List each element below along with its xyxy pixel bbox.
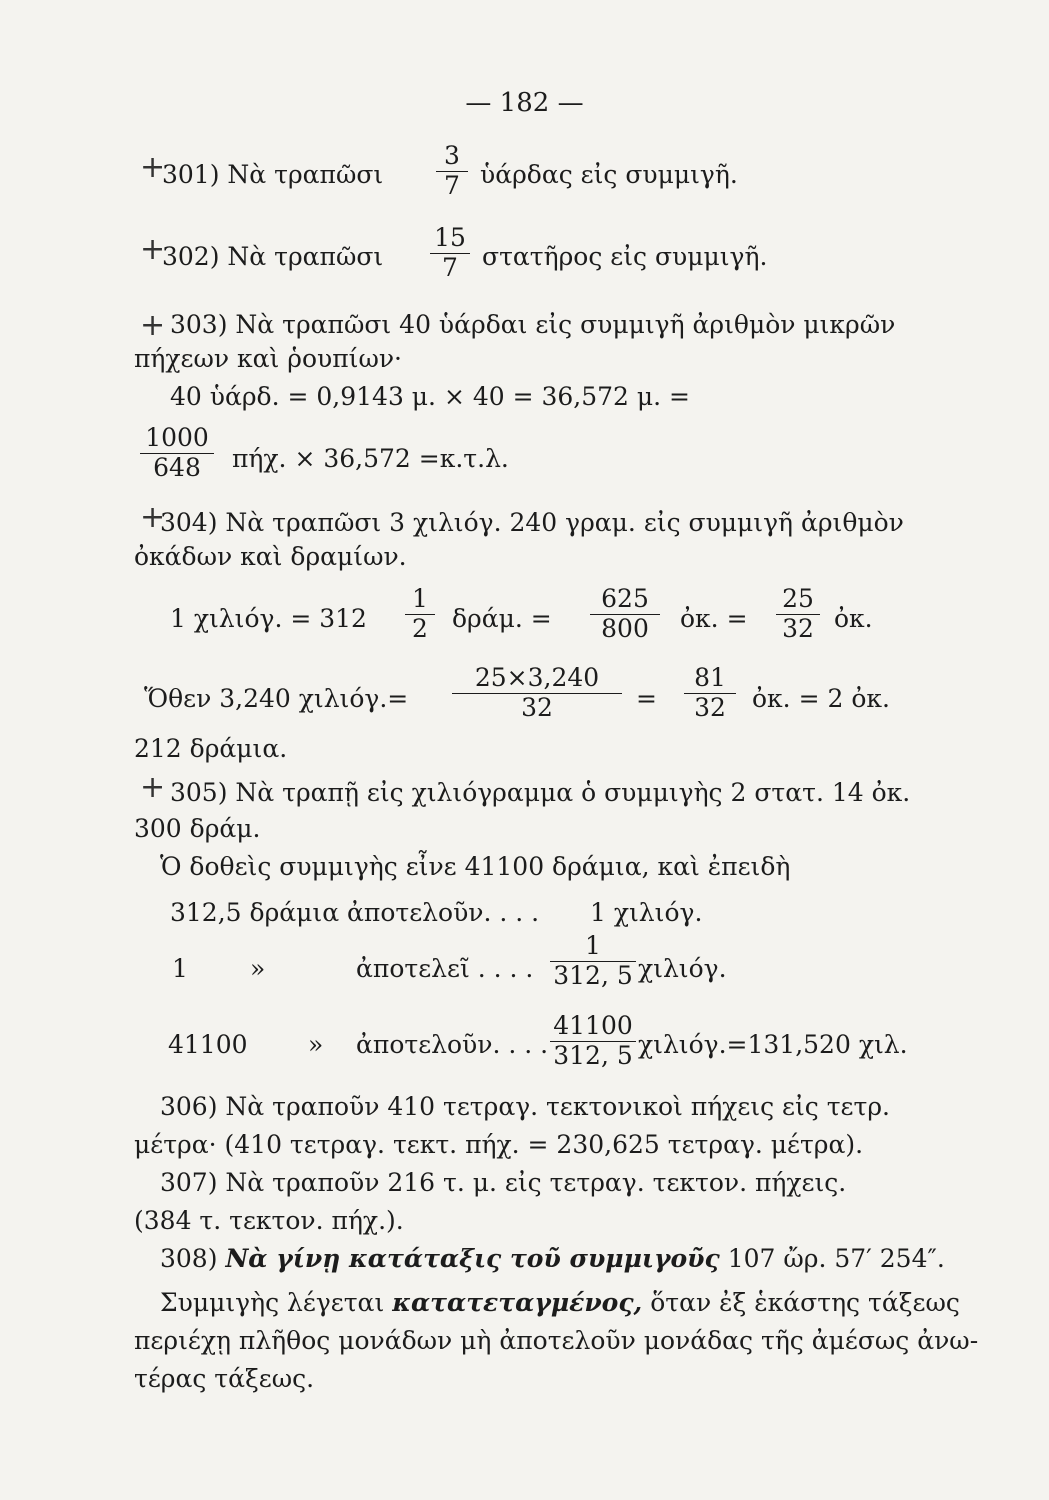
problem-308-line4: τέρας τάξεως.: [134, 1364, 315, 1393]
problem-304-eq2-a: Ὅθεν 3,240 χιλιόγ.=: [144, 684, 409, 713]
problem-304-end: 212 δράμια.: [134, 734, 288, 763]
problem-302-tail: στατῆρος εἰς συμμιγῆ.: [482, 242, 768, 271]
problem-304-eq1-frac1: 1 2: [405, 585, 435, 643]
problem-304-eq1-c: ὀκ. =: [680, 604, 748, 633]
problem-305-row3-b: »: [308, 1030, 324, 1059]
problem-302-fraction: 15 7: [430, 224, 470, 282]
problem-305-line3: Ὁ δοθεὶς συμμιγὴς εἶνε 41100 δράμια, καὶ ἐπειδὴ: [160, 852, 791, 881]
problem-305-row1-b: 1 χιλιόγ.: [590, 898, 703, 927]
problem-307-line2: (384 τ. τεκτον. πήχ.).: [134, 1206, 404, 1235]
problem-305-line2: 300 δράμ.: [134, 814, 261, 843]
problem-304-eq2-c: ὀκ. = 2 ὀκ.: [752, 684, 890, 713]
problem-308-line1: [160, 1244, 945, 1274]
problem-303-line3: 40 ὑάρδ. = 0,9143 μ. × 40 = 36,572 μ. =: [170, 382, 690, 411]
problem-308-tail: 107 ὤρ. 57′ 254″.: [727, 1244, 945, 1273]
problem-305-row2-frac: 1 312, 5: [550, 932, 636, 990]
problem-302-label: 302) Νὰ τραπῶσι: [162, 242, 384, 271]
pencil-mark-icon: +: [140, 500, 166, 535]
problem-305-row3-d: χιλιόγ.=131,520 χιλ.: [638, 1030, 908, 1059]
problem-305-row2-d: χιλιόγ.: [638, 954, 727, 983]
problem-303-line2: πήχεων καὶ ῥουπίων·: [134, 344, 403, 373]
problem-308-line3: περιέχῃ πλῆθος μονάδων μὴ ἀποτελοῦν μονάδας τῆς ἀμέσως ἀνω-: [134, 1326, 979, 1355]
problem-304-line1: 304) Νὰ τραπῶσι 3 χιλιόγ. 240 γραμ. εἰς συμμιγῆ ἀριθμὸν: [160, 508, 904, 537]
problem-305-row3-a: 41100: [168, 1030, 248, 1059]
problem-304-eq1-a: 1 χιλιόγ. = 312: [170, 604, 367, 633]
pencil-mark-icon: +: [140, 770, 166, 805]
problem-307-line1: 307) Νὰ τραποῦν 216 τ. μ. εἰς τετραγ. τεκτον. πήχεις.: [160, 1168, 847, 1197]
problem-301-tail: ὑάρδας εἰς συμμιγῆ.: [480, 160, 738, 189]
problem-304-eq1-frac3: 25 32: [776, 585, 820, 643]
problem-304-eq1-frac2: 625 800: [590, 585, 660, 643]
problem-304-eq2-frac2: 81 32: [684, 664, 736, 722]
problem-305-row3-c: ἀποτελοῦν. . . .: [356, 1030, 549, 1059]
problem-305-row2-a: 1: [172, 954, 188, 983]
problem-303-line4: πήχ. × 36,572 =κ.τ.λ.: [232, 444, 509, 473]
problem-304-eq2-frac1: 25×3,240 32: [452, 664, 622, 722]
problem-306-line2: μέτρα· (410 τετραγ. τεκτ. πήχ. = 230,625 τετραγ. μέτρα).: [134, 1130, 864, 1159]
problem-301-fraction: 3 7: [436, 142, 468, 200]
problem-304-eq1-d: ὀκ.: [834, 604, 873, 633]
problem-303-line1: 303) Νὰ τραπῶσι 40 ὑάρδαι εἰς συμμιγῆ ἀριθμὸν μικρῶν: [170, 310, 896, 339]
problem-305-row3-frac: 41100 312, 5: [550, 1012, 636, 1070]
problem-308-label: 308): [160, 1244, 218, 1273]
pencil-mark-icon: +: [140, 150, 166, 185]
problem-305-line1: 305) Νὰ τραπῇ εἰς χιλιόγραμμα ὁ συμμιγὴς 2 στατ. 14 ὀκ.: [170, 778, 911, 807]
page-number: — 182 —: [465, 88, 584, 118]
pencil-mark-icon: +: [140, 232, 166, 267]
problem-305-row1-a: 312,5 δράμια ἀποτελοῦν. . . .: [170, 898, 540, 927]
pencil-mark-icon: +: [140, 308, 166, 343]
problem-303-fraction: 1000 648: [140, 424, 214, 482]
problem-305-row2-b: »: [250, 954, 266, 983]
problem-308-italic: Νὰ γίνῃ κατάταξις τοῦ συμμιγοῦς: [225, 1244, 720, 1273]
problem-305-row2-c: ἀποτελεῖ . . . .: [356, 954, 534, 983]
problem-308-line2: Συμμιγὴς λέγεται κατατεταγμένος, ὅταν ἐξ ἑκάστης τάξεως: [160, 1288, 960, 1317]
problem-306-line1: 306) Νὰ τραποῦν 410 τετραγ. τεκτονικοὶ πήχεις εἰς τετρ.: [160, 1092, 890, 1121]
problem-304-line2: ὀκάδων καὶ δραμίων.: [134, 542, 407, 571]
problem-304-eq1-b: δράμ. =: [452, 604, 552, 633]
problem-304-eq2-b: =: [636, 684, 657, 713]
problem-301-label: 301) Νὰ τραπῶσι: [162, 160, 384, 189]
